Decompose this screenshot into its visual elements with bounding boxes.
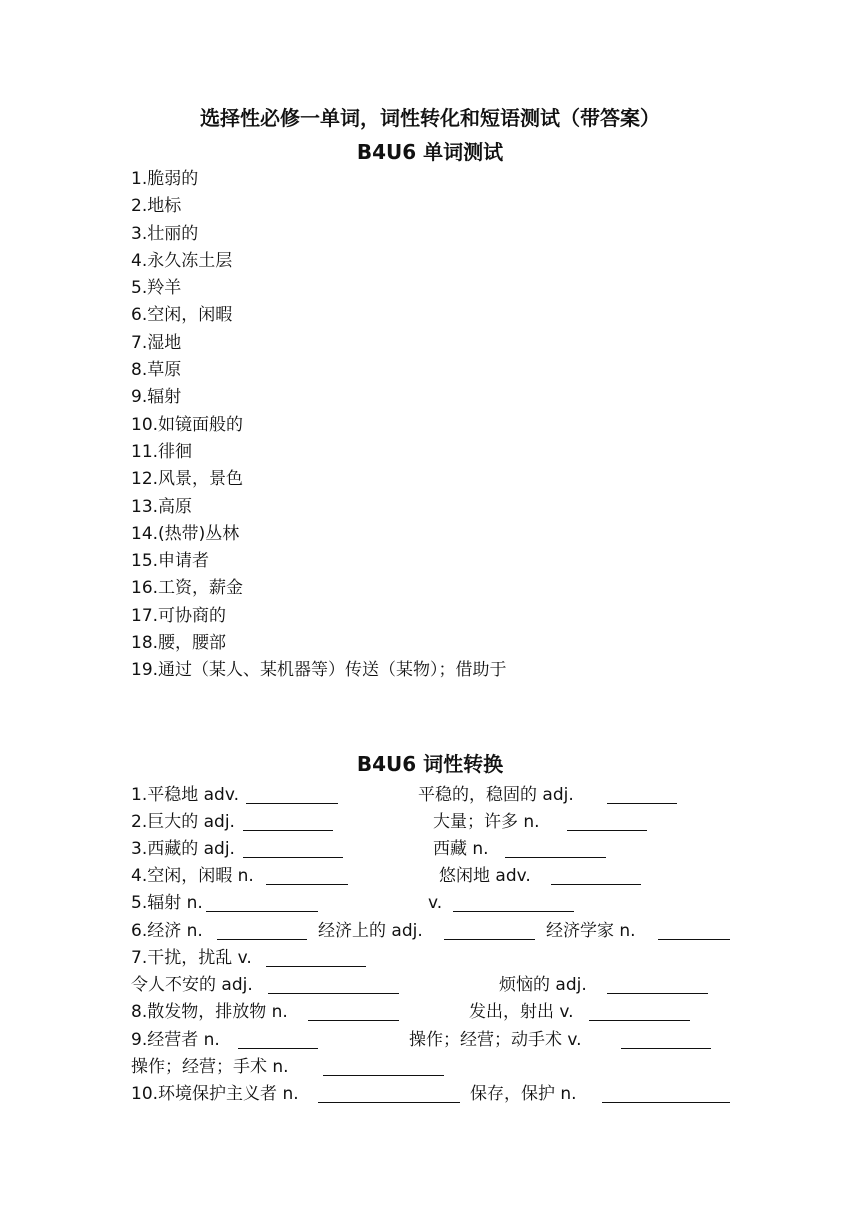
answer-blank[interactable] (453, 911, 574, 912)
vocab-item: 19.通过（某人、某机器等）传送（某物）；借助于 (131, 660, 507, 681)
vocab-item: 11.徘徊 (131, 441, 193, 462)
answer-blank[interactable] (238, 1048, 318, 1049)
answer-blank[interactable] (206, 911, 318, 912)
vocab-item: 2.地标 (131, 196, 182, 217)
answer-blank[interactable] (243, 857, 343, 858)
answer-blank[interactable] (621, 1048, 711, 1049)
conversion-prompt: 令人不安的 adj. (131, 975, 253, 995)
answer-blank[interactable] (589, 1020, 690, 1021)
vocab-item: 12.风景，景色 (131, 469, 244, 490)
conversion-row (0, 918, 860, 945)
conversion-row (0, 782, 860, 809)
vocab-item: 9.辐射 (131, 387, 182, 408)
answer-blank[interactable] (318, 1102, 460, 1103)
vocab-item: 4.永久冻土层 (131, 250, 233, 271)
vocab-item: 1.脆弱的 (131, 169, 199, 189)
conversion-prompt: 10.环境保护主义者 n. (131, 1084, 299, 1104)
conversion-prompt: 悠闲地 adv. (439, 866, 531, 886)
vocab-item: 15.申请者 (131, 551, 210, 572)
vocab-item: 14.(热带)丛林 (131, 523, 240, 544)
conversion-prompt: 操作；经营；动手术 v. (409, 1030, 582, 1050)
conversion-prompt: 8.散发物，排放物 n. (131, 1002, 288, 1022)
conversion-prompt: 7.干扰，扰乱 v. (131, 948, 252, 968)
conversion-row (0, 972, 860, 999)
conversion-prompt: 6.经济 n. (131, 921, 203, 941)
section-title-vocabulary: B4U6 单词测试 (356, 140, 504, 164)
conversion-row (0, 999, 860, 1026)
vocab-item: 8.草原 (131, 360, 182, 381)
answer-blank[interactable] (266, 966, 366, 967)
conversion-prompt: 平稳的，稳固的 adj. (418, 785, 574, 805)
conversion-prompt: 操作；经营；手术 n. (131, 1057, 289, 1077)
vocab-item: 13.高原 (131, 496, 193, 517)
answer-blank[interactable] (246, 803, 338, 804)
conversion-prompt: 2.巨大的 adj. (131, 812, 235, 832)
conversion-prompt: 经济学家 n. (546, 921, 636, 941)
conversion-row (0, 836, 860, 863)
conversion-prompt: 5.辐射 n. (131, 893, 203, 913)
answer-blank[interactable] (308, 1020, 399, 1021)
conversion-row (0, 1054, 860, 1081)
section-title-conversion: B4U6 词性转换 (356, 752, 504, 776)
answer-blank[interactable] (505, 857, 606, 858)
answer-blank[interactable] (602, 1102, 730, 1103)
vocab-item: 6.空闲，闲暇 (131, 305, 233, 326)
answer-blank[interactable] (268, 993, 399, 994)
conversion-prompt: 西藏 n. (433, 839, 489, 859)
vocab-item: 10.如镜面般的 (131, 414, 244, 435)
conversion-prompt: 大量；许多 n. (433, 812, 540, 832)
conversion-row (0, 945, 860, 972)
conversion-prompt: 1.平稳地 adv. (131, 785, 239, 805)
vocab-item: 7.湿地 (131, 332, 182, 353)
answer-blank[interactable] (266, 884, 348, 885)
vocab-item: 16.工资，薪金 (131, 578, 244, 599)
conversion-prompt: 4.空闲，闲暇 n. (131, 866, 254, 886)
conversion-prompt: v. (428, 893, 443, 913)
vocab-item: 5.羚羊 (131, 278, 182, 299)
answer-blank[interactable] (607, 803, 677, 804)
answer-blank[interactable] (551, 884, 641, 885)
conversion-prompt: 3.西藏的 adj. (131, 839, 235, 859)
answer-blank[interactable] (217, 939, 307, 940)
conversion-row (0, 1081, 860, 1108)
vocabulary-list (131, 166, 507, 685)
conversion-prompt: 烦恼的 adj. (499, 975, 587, 995)
conversion-prompt: 经济上的 adj. (318, 921, 423, 941)
answer-blank[interactable] (243, 830, 333, 831)
document-title: 选择性必修一单词，词性转化和短语测试（带答案） (200, 106, 660, 130)
answer-blank[interactable] (444, 939, 535, 940)
vocab-item: 17.可协商的 (131, 605, 227, 626)
conversion-row (0, 809, 860, 836)
answer-blank[interactable] (567, 830, 647, 831)
vocab-item: 18.腰，腰部 (131, 633, 227, 654)
answer-blank[interactable] (323, 1075, 444, 1076)
answer-blank[interactable] (607, 993, 708, 994)
conversion-prompt: 保存，保护 n. (470, 1084, 577, 1104)
conversion-prompt: 发出，射出 v. (469, 1002, 574, 1022)
vocab-item: 3.壮丽的 (131, 223, 199, 244)
conversion-prompt: 9.经营者 n. (131, 1030, 220, 1050)
answer-blank[interactable] (658, 939, 730, 940)
conversion-row (0, 863, 860, 890)
conversion-row (0, 890, 860, 917)
conversion-row (0, 1027, 860, 1054)
